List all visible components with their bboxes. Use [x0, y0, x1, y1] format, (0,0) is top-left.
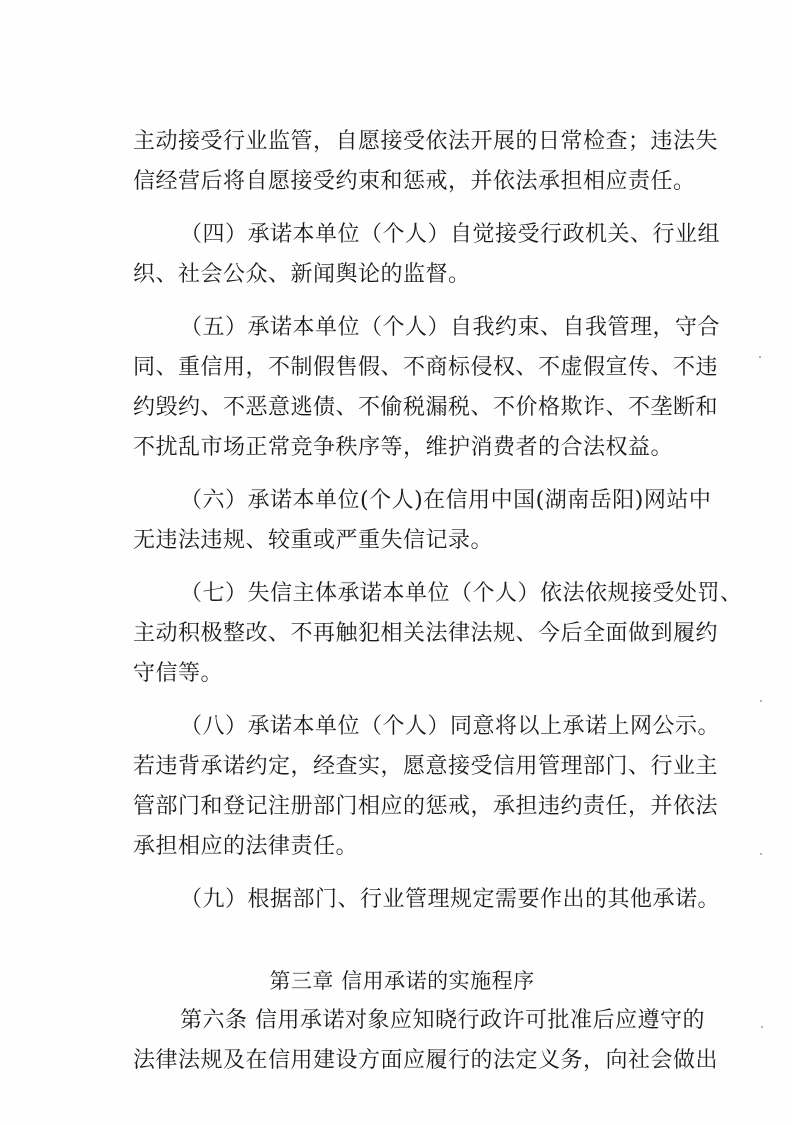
text-line: 不扰乱市场正常竞争秩序等，维护消费者的合法权益。: [133, 435, 674, 460]
scan-speck: [760, 853, 762, 855]
text-line: （六）承诺本单位(个人)在信用中国(湖南岳阳)网站中: [180, 488, 712, 513]
scan-speck: [759, 356, 761, 358]
paragraph-item-9: [133, 880, 721, 920]
text-line: 守信等。: [133, 661, 224, 686]
paragraph-article-6: [133, 1001, 719, 1081]
text-line: （八）承诺本单位（个人）同意将以上承诺上网公示。: [180, 714, 721, 739]
text-line: （五）承诺本单位（个人）自我约束、自我管理，守合: [180, 315, 721, 340]
text-line: 同、重信用，不制假售假、不商标侵权、不虚假宣传、不违: [133, 355, 719, 380]
text-line: （四）承诺本单位（个人）自觉接受行政机关、行业组: [180, 222, 721, 247]
text-line: 承担相应的法律责任。: [133, 834, 359, 859]
text-line: 主动接受行业监管，自愿接受依法开展的日常检查；违法失: [133, 129, 719, 154]
chapter-title: 第三章 信用承诺的实施程序: [269, 969, 535, 993]
text-line: 法律法规及在信用建设方面应履行的法定义务，向社会做出: [133, 1048, 719, 1073]
text-line: 织、社会公众、新闻舆论的监督。: [133, 262, 471, 287]
text-line: 无违法违规、较重或严重失信记录。: [133, 528, 494, 553]
text-line: 主动积极整改、不再触犯相关法律法规、今后全面做到履约: [133, 621, 719, 646]
text-line: 若违背承诺约定，经查实，愿意接受信用管理部门、行业主: [133, 754, 719, 779]
text-line: （七）失信主体承诺本单位（个人）依法依规接受处罚、: [180, 581, 743, 606]
text-line: 信经营后将自愿接受约束和惩戒，并依法承担相应责任。: [133, 169, 696, 194]
text-line: （九）根据部门、行业管理规定需要作出的其他承诺。: [180, 887, 721, 912]
paragraph-item-4: [133, 215, 721, 295]
paragraph-item-6: [133, 481, 712, 561]
text-line: 管部门和登记注册部门相应的惩戒，承担违约责任，并依法: [133, 794, 719, 819]
paragraph-item-5: [133, 308, 721, 468]
scan-speck: [761, 1026, 763, 1028]
text-line: 第六条 信用承诺对象应知晓行政许可批准后应遵守的: [180, 1008, 705, 1033]
paragraph-item-7: [133, 574, 743, 694]
text-line: 约毁约、不恶意逃债、不偷税漏税、不价格欺诈、不垄断和: [133, 395, 719, 420]
document-body: [133, 122, 743, 1094]
paragraph-item-8: [133, 707, 721, 867]
scan-speck: [760, 700, 762, 702]
paragraph-obligations: [133, 122, 719, 202]
